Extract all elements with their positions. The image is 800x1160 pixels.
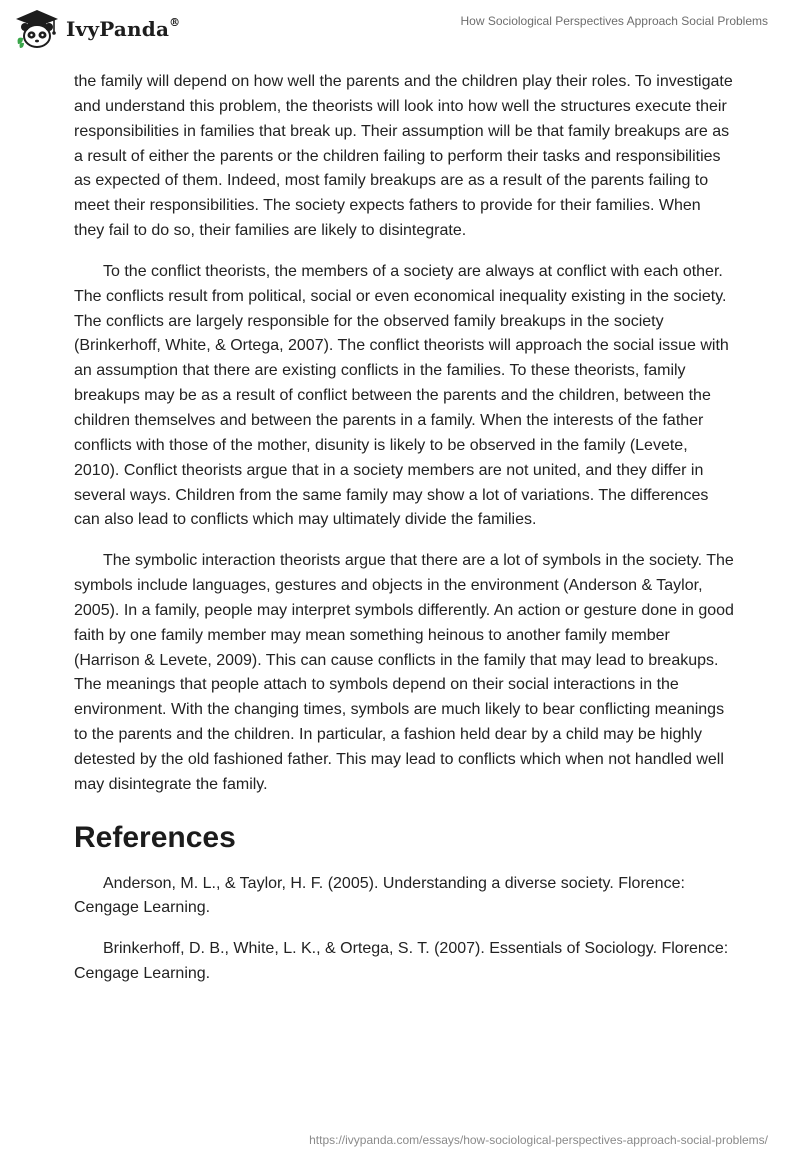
body-paragraph: To the conflict theorists, the members of a society are always at conflict with each other. The conflicts result from political, social or even economical inequality existing in the society. The conflicts are largely responsible for the observed family breakups in the society (Brinkerhoff, White, & Ortega, 2007). The conflict theorists will approach the social issue with an assumption that there are existing conflicts in the families. To these theorists, family breakups may be as a result of conflict between the parents and the children, between the children themselves and between the parents in a family. When the interests of the father conflicts with those of the mother, disunity is likely to be observed in the family (Levete, 2010). Conflict theorists argue that in a society members are not united, and they differ in several ways. Children from the same family may show a lot of variations. The differences can also lead to conflicts which may ultimately divide the families. bbox=[74, 262, 729, 529]
essay-content bbox=[74, 70, 734, 1003]
reference-entry: Anderson, M. L., & Taylor, H. F. (2005). Understanding a diverse society. Florence: Cengage Learning. bbox=[74, 874, 685, 917]
body-paragraph: The symbolic interaction theorists argue that there are a lot of symbols in the society. The symbols include languages, gestures and objects in the environment (Anderson & Taylor, 2005). In a family, people may interpret symbols differently. An action or gesture done in good faith by one family member may mean something heinous to another family member (Harrison & Levete, 2009). This can cause conflicts in the family that may lead to breakups. The meanings that people attach to symbols depend on their social interactions in the environment. With the changing times, symbols are much likely to bear conflicting meanings to the parents and the children. In particular, a fashion held dear by a child may be highly detested by the old fashioned father. This may lead to conflicts which when not handled well may disintegrate the family. bbox=[74, 552, 734, 793]
page-header bbox=[0, 0, 800, 60]
source-url[interactable]: https://ivypanda.com/essays/how-sociological-perspectives-approach-social-problems/ bbox=[309, 1133, 768, 1147]
reference-entry: Brinkerhoff, D. B., White, L. K., & Ortega, S. T. (2007). Essentials of Sociology. Florence: Cengage Learning. bbox=[74, 940, 729, 983]
body-paragraph: the family will depend on how well the parents and the children play their roles. To investigate and understand this problem, the theorists will look into how well the structures execute their responsibilities in families that break up. Their assumption will be that family breakups are as a result of either the parents or the children failing to perform their tasks and responsibilities as expected of them. Indeed, most family breakups are as a result of the parents failing to meet their responsibilities. The society expects fathers to provide for their families. When they fail to do so, their families are likely to disintegrate. bbox=[74, 73, 733, 240]
references-heading: References bbox=[74, 820, 236, 854]
brand-logo[interactable] bbox=[14, 8, 180, 50]
panda-graduate-icon bbox=[14, 8, 60, 50]
brand-name: IvyPanda® bbox=[66, 16, 181, 41]
registered-mark: ® bbox=[169, 16, 181, 30]
document-title: How Sociological Perspectives Approach Social Problems bbox=[460, 14, 768, 28]
